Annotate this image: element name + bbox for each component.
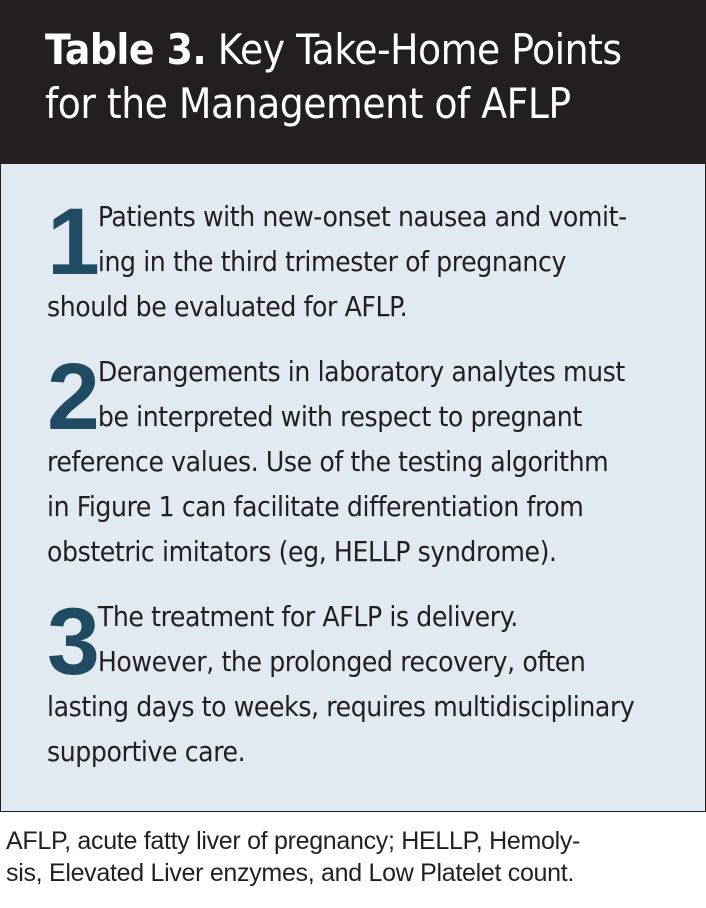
point-1-line-2: ing in the third trimester of pregnancy <box>97 245 566 278</box>
point-1-line-1: Patients with new-onset nausea and vomit- <box>97 200 627 233</box>
point-2-line-4: in Figure 1 can facilitate differentiation from <box>47 490 584 523</box>
point-2-line-1: Derangements in laboratory analytes must <box>97 355 625 388</box>
table-title-line-1 <box>45 23 705 77</box>
point-2-line-3: reference values. Use of the testing algorithm <box>47 445 609 478</box>
point-3 <box>47 589 677 774</box>
point-3-line-4: supportive care. <box>47 735 246 768</box>
table-title-line-2: for the Management of AFLP <box>45 79 571 128</box>
table-label: Table 3. <box>45 25 207 74</box>
point-2-line-2: be interpreted with respect to pregnant <box>97 400 582 433</box>
take-home-points <box>47 189 677 774</box>
point-3-line-2: However, the prolonged recovery, often <box>97 645 586 678</box>
table-title-text: Key Take-Home Points <box>206 25 622 74</box>
point-2-line-5: obstetric imitators (eg, HELLP syndrome). <box>47 535 557 568</box>
point-2 <box>47 344 677 574</box>
point-number-3: 3 <box>47 589 96 695</box>
point-number-2: 2 <box>47 344 96 450</box>
footnote-line-1: AFLP, acute fatty liver of pregnancy; HELLP, Hemoly- <box>6 827 581 855</box>
point-1 <box>47 189 677 329</box>
point-3-line-1: The treatment for AFLP is delivery. <box>97 600 518 633</box>
point-number-1: 1 <box>47 189 96 295</box>
point-3-line-3: lasting days to weeks, requires multidisciplinary <box>47 690 635 723</box>
point-1-line-3: should be evaluated for AFLP. <box>47 290 408 323</box>
table-footnote <box>6 825 706 889</box>
footnote-line-2: sis, Elevated Liver enzymes, and Low Platelet count. <box>6 859 575 887</box>
table-title-bar <box>1 1 705 164</box>
